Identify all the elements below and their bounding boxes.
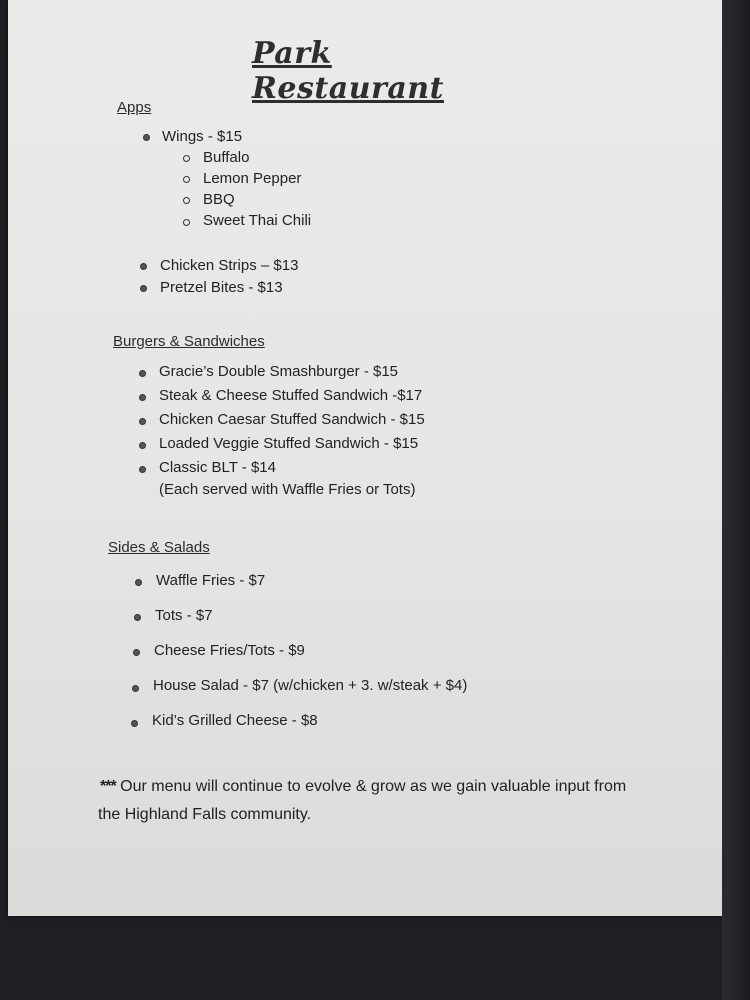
burgers-note: (Each served with Waffle Fries or Tots) — [159, 481, 416, 498]
bullet-icon — [139, 466, 146, 473]
menu-item-wings: Wings - $15 — [162, 128, 243, 145]
background-surface — [722, 0, 750, 1000]
bullet-icon — [139, 394, 146, 401]
footer-stars: *** — [100, 778, 116, 795]
sub-bullet-icon — [183, 197, 190, 204]
section-heading-sides: Sides & Salads — [108, 539, 210, 556]
menu-item-burger: Gracie’s Double Smashburger - $15 — [159, 363, 399, 380]
bullet-icon — [139, 442, 146, 449]
menu-item-burger: Loaded Veggie Stuffed Sandwich - $15 — [159, 435, 419, 452]
bullet-icon — [139, 370, 146, 377]
footer-note-line-1 — [100, 778, 626, 796]
sub-bullet-icon — [183, 155, 190, 162]
menu-item-chicken-strips: Chicken Strips – $13 — [160, 257, 299, 274]
section-heading-burgers: Burgers & Sandwiches — [113, 333, 265, 350]
menu-title: Park Restaurant — [252, 36, 444, 106]
bullet-icon — [139, 418, 146, 425]
wing-flavor: Lemon Pepper — [203, 170, 302, 187]
bullet-icon — [135, 579, 142, 586]
sub-bullet-icon — [183, 176, 190, 183]
menu-item-burger: Chicken Caesar Stuffed Sandwich - $15 — [159, 411, 425, 428]
bullet-icon — [143, 134, 150, 141]
menu-item-side: House Salad - $7 (w/chicken + 3. w/steak + $4) — [153, 677, 468, 694]
footer-note-line-2: the Highland Falls community. — [98, 806, 312, 823]
bullet-icon — [140, 263, 147, 270]
bullet-icon — [140, 285, 147, 292]
sub-bullet-icon — [183, 219, 190, 226]
menu-item-pretzel-bites: Pretzel Bites - $13 — [160, 279, 283, 296]
bullet-icon — [131, 720, 138, 727]
menu-item-side: Cheese Fries/Tots - $9 — [154, 642, 305, 659]
wing-flavor: Buffalo — [203, 149, 250, 166]
menu-item-side: Kid’s Grilled Cheese - $8 — [152, 712, 318, 729]
footer-text: Our menu will continue to evolve & grow as we gain valuable input from — [120, 778, 627, 795]
wing-flavor: BBQ — [203, 191, 235, 208]
menu-item-burger: Steak & Cheese Stuffed Sandwich -$17 — [159, 387, 423, 404]
menu-item-side: Waffle Fries - $7 — [156, 572, 266, 589]
bullet-icon — [133, 649, 140, 656]
section-heading-apps: Apps — [117, 99, 152, 116]
menu-item-burger: Classic BLT - $14 — [159, 459, 276, 476]
bullet-icon — [134, 614, 141, 621]
bullet-icon — [132, 685, 139, 692]
menu-item-side: Tots - $7 — [155, 607, 213, 624]
wing-flavor: Sweet Thai Chili — [203, 212, 312, 229]
